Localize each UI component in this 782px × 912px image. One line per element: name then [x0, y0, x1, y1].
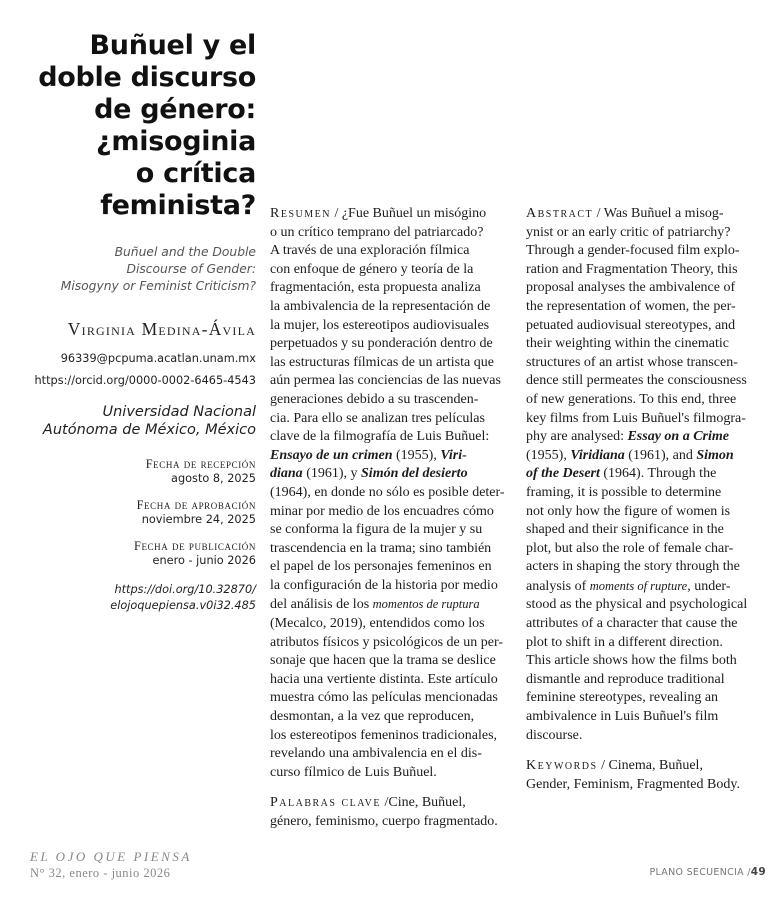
abstract-line: structures of an artist whose transcen-: [526, 354, 738, 370]
english-title-line: Buñuel and the Double: [114, 245, 256, 259]
journal-name: EL OJO QUE PIENSA: [30, 849, 192, 864]
abstract-line: plot to shift in a different direction.: [526, 634, 723, 650]
abstract-line: Was Buñuel a misog-: [603, 206, 724, 221]
abstract-line: ambivalence in Luis Buñuel's film: [526, 709, 719, 725]
abstract-column: [526, 205, 766, 794]
palabras-clave-line: Cine, Buñuel,: [388, 795, 466, 811]
title-line: doble discurso: [38, 62, 256, 93]
resumen-line: perpetuados y su ponderación dentro de: [270, 336, 493, 352]
resumen-line: se conforma la figura de la mujer y su: [270, 522, 483, 538]
resumen-line: la ambivalencia de la representación de: [270, 298, 491, 314]
keywords-line: Cinema, Buñuel,: [608, 758, 703, 774]
abstract-line: , under-: [687, 578, 731, 594]
abstract-line: not only how the figure of women is: [526, 503, 731, 519]
abstract-line: dismantle and reproduce traditional: [526, 671, 725, 687]
film-title: diana: [270, 466, 303, 482]
abstract-separator: /: [593, 206, 604, 221]
keywords-label: Keywords: [526, 758, 598, 774]
film-year: (1961), and: [624, 447, 697, 463]
keywords: [526, 757, 766, 794]
author-orcid-link[interactable]: https://orcid.org/0000-0002-6465-4543: [34, 374, 256, 387]
title-line: de género:: [94, 94, 256, 125]
abstract-label: Abstract: [526, 206, 594, 221]
english-title: [14, 244, 256, 295]
abstract-line: ynist or an early critic of patriarchy?: [526, 224, 731, 240]
resumen-line: desmontan, a la vez que reproducen,: [270, 709, 475, 725]
resumen-line: A través de una exploración fílmica: [270, 243, 470, 259]
doi-line[interactable]: https://doi.org/10.32870/: [114, 583, 256, 596]
resumen-line: el papel de los personajes femeninos en: [270, 559, 492, 575]
resumen-line: (1964), en donde no sólo es posible deter-: [270, 484, 505, 500]
resumen-line: cia. Para ello se analizan tres películas: [270, 410, 485, 426]
resumen-column: [270, 205, 510, 832]
article-title: [14, 30, 256, 222]
film-year: (1955),: [526, 447, 571, 463]
abstract-line: the representation of women, the per-: [526, 298, 736, 314]
film-title: Essay on a Crime: [627, 429, 729, 445]
abstract-line: key films from Luis Buñuel's filmogra-: [526, 410, 746, 426]
resumen-line: la mujer, los estereotipos audiovisuales: [270, 317, 490, 333]
abstract-line: plot, but also the role of female char-: [526, 540, 734, 556]
abstract-line: shaped and their significance in the: [526, 522, 724, 538]
palabras-clave-separator: /: [381, 795, 389, 811]
resumen-line: minar por medio de los encuadres cómo: [270, 503, 494, 519]
affiliation-line: Universidad Nacional: [102, 404, 256, 420]
film-title: Viri-: [440, 447, 467, 463]
resumen-line: atributos físicos y psicológicos de un per-: [270, 634, 504, 650]
date-approved-value: noviembre 24, 2025: [141, 513, 256, 526]
title-line: Buñuel y el: [89, 30, 256, 61]
author-name: Virginia Medina-Ávila: [67, 319, 256, 339]
page-number: 49: [750, 866, 766, 878]
palabras-clave-line: género, feminismo, cuerpo fragmentado.: [270, 814, 498, 829]
english-title-line: Misogyny or Feminist Criticism?: [60, 279, 256, 293]
resumen-line: muestra cómo las películas mencionadas: [270, 690, 498, 706]
title-line: ¿misoginia: [96, 126, 256, 157]
abstract-line: discourse.: [526, 727, 583, 743]
resumen-line: aún permea las conciencias de las nuevas: [270, 373, 501, 389]
film-year: (1955),: [392, 447, 441, 463]
section-footer: [649, 866, 766, 878]
film-title: Ensayo de un crimen: [270, 447, 393, 463]
date-received-label: Fecha de recepción: [145, 457, 256, 471]
resumen-line: sonaje que hacen que la trama se deslice: [270, 653, 496, 669]
palabras-clave-label: Palabras clave: [270, 795, 382, 811]
doi-link[interactable]: [14, 582, 256, 613]
author-email[interactable]: 96339@pcpuma.acatlan.unam.mx: [60, 352, 256, 365]
abstract-line: petuated audiovisual stereotypes, and: [526, 317, 736, 333]
abstract-line: of new generations. To this end, three: [526, 391, 737, 407]
date-published-value: enero - junio 2026: [152, 554, 256, 567]
title-line: o crítica: [135, 158, 256, 189]
abstract-line: attributes of a character that cause the: [526, 616, 738, 632]
resumen-line: trascendencia en la trama; sino también: [270, 540, 492, 556]
term-italic: moments of rupture: [589, 578, 688, 593]
resumen-line: la configuración de la historia por medio: [270, 577, 498, 593]
abstract-line: This article shows how the films both: [526, 653, 737, 669]
abstract-line: phy are analysed:: [526, 429, 628, 445]
resumen-line: con enfoque de género y teoría de la: [270, 261, 474, 277]
resumen-label: Resumen: [270, 206, 331, 221]
date-approved: [14, 498, 256, 527]
abstract-line: Through a gender-focused film explo-: [526, 243, 740, 259]
resumen-separator: /: [330, 206, 342, 221]
date-published-label: Fecha de publicación: [134, 539, 256, 553]
resumen-line: del análisis de los: [270, 597, 373, 613]
palabras-clave: [270, 794, 510, 831]
film-title: Viridiana: [570, 447, 625, 463]
abstract-line: dence still permeates the consciousness: [526, 373, 747, 389]
resumen-line: o un crítico temprano del patriarcado?: [270, 224, 484, 240]
issue-info: N° 32, enero - junio 2026: [30, 866, 171, 880]
abstract-line: proposal analyses the ambivalence of: [526, 280, 736, 296]
resumen-body: [270, 205, 510, 782]
english-title-line: Discourse of Gender:: [126, 262, 256, 276]
date-received-value: agosto 8, 2025: [171, 472, 256, 485]
film-title: Simón del desierto: [361, 466, 468, 482]
affiliation-line: Autónoma de México, México: [42, 422, 256, 438]
section-name: PLANO SECUENCIA /: [649, 867, 751, 878]
date-approved-label: Fecha de aprobación: [136, 498, 256, 512]
film-year: (1961), y: [302, 466, 362, 482]
doi-line[interactable]: elojoquepiensa.v0i32.485: [110, 598, 256, 612]
resumen-line: curso fílmico de Luis Buñuel.: [270, 764, 437, 780]
date-received: [14, 457, 256, 486]
abstract-body: [526, 205, 766, 745]
date-published: [14, 539, 256, 568]
abstract-line: acters in shaping the story through the: [526, 559, 740, 575]
title-line: feminista?: [100, 190, 256, 221]
abstract-line: feminine stereotypes, revealing an: [526, 690, 719, 706]
abstract-line: ration and Fragmentation Theory, this: [526, 261, 738, 277]
abstract-line: their weighting within the cinematic: [526, 336, 729, 352]
abstract-line: framing, it is possible to determine: [526, 484, 722, 500]
author-affiliation: [14, 403, 256, 439]
resumen-line: ¿Fue Buñuel un misógino: [341, 206, 487, 221]
article-header: [14, 30, 256, 613]
abstract-line: stood as the physical and psychological: [526, 597, 748, 613]
resumen-line: generaciones debido a su trascenden-: [270, 391, 479, 407]
term-italic: momentos de ruptura: [372, 597, 480, 612]
resumen-line: revelando una ambivalencia en el dis-: [270, 746, 482, 762]
film-title: of the Desert: [526, 466, 600, 482]
abstract-line: analysis of: [526, 578, 590, 594]
film-title: Simon: [696, 447, 734, 463]
journal-footer: [30, 848, 192, 882]
keywords-separator: /: [597, 758, 609, 774]
keywords-line: Gender, Feminism, Fragmented Body.: [526, 776, 740, 792]
resumen-line: hacia una vertiente distinta. Este artículo: [270, 671, 498, 687]
resumen-line: fragmentación, esta propuesta analiza: [270, 280, 481, 296]
resumen-line: clave de la filmografía de Luis Buñuel:: [270, 429, 490, 445]
film-year: (1964). Through the: [599, 466, 717, 482]
resumen-line: (Mecalco, 2019), entendidos como los: [270, 616, 485, 632]
resumen-line: los estereotipos femeninos tradicionales,: [270, 727, 498, 743]
resumen-line: las estructuras fílmicas de un artista que: [270, 354, 494, 370]
